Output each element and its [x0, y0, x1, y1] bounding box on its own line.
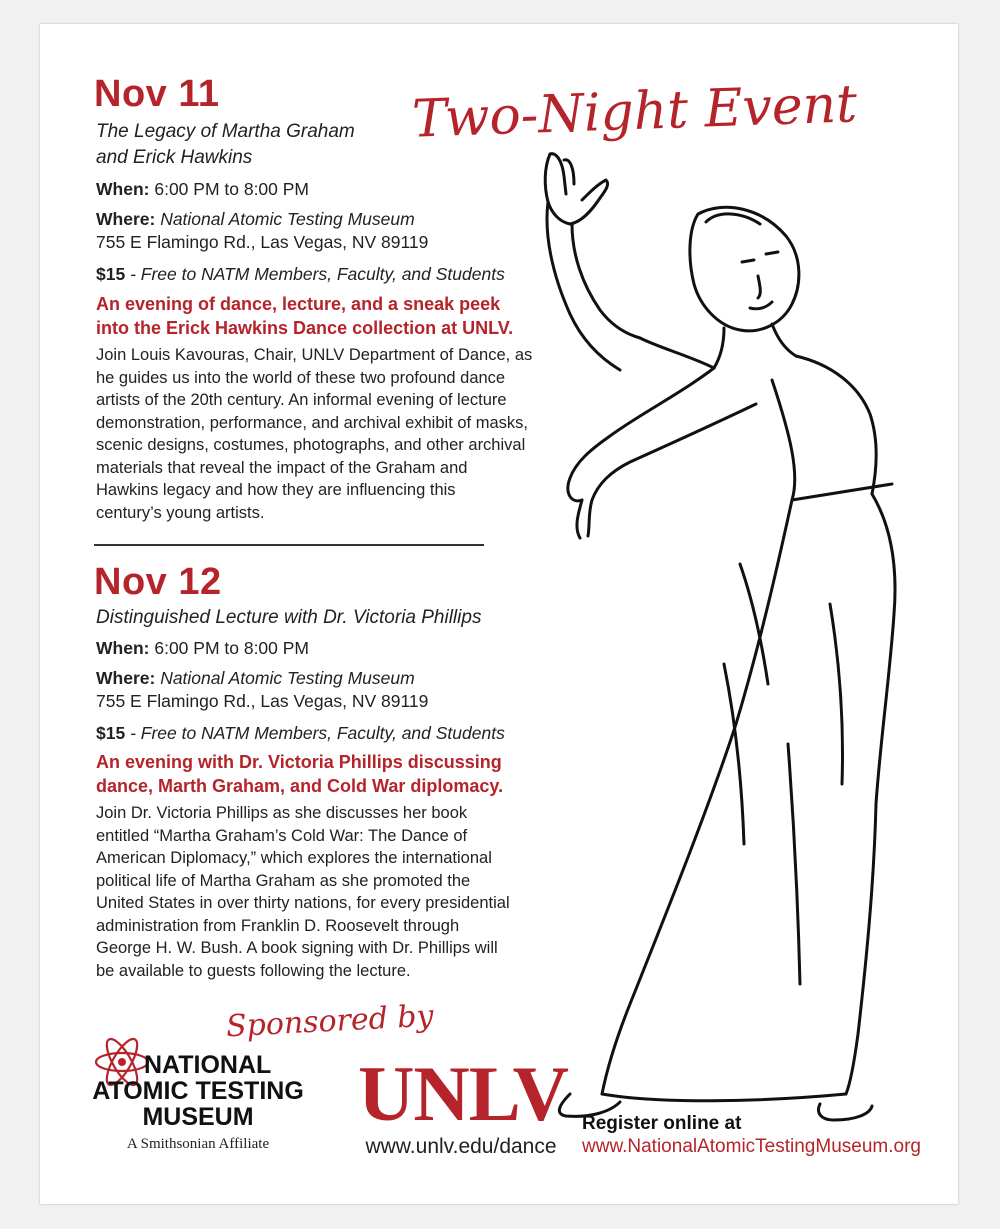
event2-description [96, 802, 536, 982]
event2-body-line: American Diplomacy,” which explores the international [96, 849, 492, 867]
event1-address: 755 E Flamingo Rd., Las Vegas, NV 89119 [96, 232, 429, 252]
natm-logo [88, 1028, 308, 1168]
event2-body-line: United States in over thirty nations, for every presidential [96, 894, 510, 912]
natm-line1: NATIONAL [144, 1051, 272, 1079]
event1-body-line: scenic designs, costumes, photographs, and other archival [96, 436, 526, 454]
section-divider [94, 544, 484, 546]
unlv-url[interactable]: www.unlv.edu/dance [365, 1135, 557, 1158]
event1-description [96, 344, 536, 524]
event1-body-line: artists of the 20th century. An informal evening of lecture [96, 391, 507, 409]
register-label: Register online at [582, 1113, 742, 1134]
event1-body-line: materials that reveal the impact of the Graham and [96, 458, 468, 477]
event1-body-line: demonstration, performance, and archival exhibit of masks, [96, 413, 528, 432]
event2-body-line: George H. W. Bush. A book signing with Dr. Phillips will [96, 939, 498, 957]
unlv-logo: UNLV [358, 1050, 568, 1137]
event2-where-label: Where: [96, 668, 156, 688]
event1-body-line: century’s young artists. [96, 503, 265, 522]
event1-when-label: When: [96, 179, 150, 199]
event1-price-value: $15 [96, 264, 126, 284]
natm-line2: ATOMIC TESTING [92, 1077, 304, 1105]
event2-body-line: political life of Martha Graham as she promoted the [96, 871, 471, 890]
event1-date: Nov 11 [94, 73, 220, 115]
event1-body-line: Join Louis Kavouras, Chair, UNLV Department of Dance, as [96, 346, 533, 364]
event1-where-label: Where: [96, 209, 156, 229]
event2-title-line1: Distinguished Lecture with Dr. Victoria Phillips [96, 607, 482, 628]
event1-title-line1: The Legacy of Martha Graham [96, 121, 355, 142]
event2-body-line: Join Dr. Victoria Phillips as she discusses her book [96, 804, 468, 822]
event1-lead-line1: An evening of dance, lecture, and a sneak peek [96, 294, 501, 314]
event2-when [96, 637, 309, 659]
event1-when [96, 178, 309, 200]
sponsored-by-label: Sponsored by [225, 998, 435, 1045]
natm-affiliate: A Smithsonian Affiliate [126, 1136, 270, 1152]
event2-body-line: administration from Franklin D. Roosevelt through [96, 916, 460, 935]
event1-price-note: - Free to NATM Members, Faculty, and Students [130, 264, 505, 284]
event2-date: Nov 12 [94, 561, 222, 603]
event2-price-value: $15 [96, 723, 126, 743]
event1-where [96, 208, 415, 230]
event1-title-line2: and Erick Hawkins [96, 147, 253, 168]
event1-price [96, 263, 505, 285]
event2-lead-line1: An evening with Dr. Victoria Phillips discussing [96, 752, 502, 772]
event2-price [96, 722, 505, 744]
event1-body-line: he guides us into the world of these two profound dance [96, 368, 506, 387]
event2-where-venue: National Atomic Testing Museum [160, 668, 415, 688]
flyer-page [40, 24, 958, 1204]
event2-lead-line2: dance, Marth Graham, and Cold War diplomacy. [96, 776, 504, 796]
event2-when-label: When: [96, 638, 150, 658]
event1-where-venue: National Atomic Testing Museum [160, 209, 415, 229]
event2-body-line: entitled “Martha Graham’s Cold War: The Dance of [96, 826, 468, 845]
register-url[interactable]: www.NationalAtomicTestingMuseum.org [582, 1136, 921, 1157]
event1-lead-line2: into the Erick Hawkins Dance collection at UNLV. [96, 318, 514, 338]
dancer-illustration [510, 144, 930, 1124]
natm-line3: MUSEUM [142, 1103, 254, 1131]
event2-where [96, 667, 415, 689]
event2-body-line: be available to guests following the lecture. [96, 961, 411, 980]
event2-when-value: 6:00 PM to 8:00 PM [154, 638, 310, 658]
two-night-event-title: Two-Night Event [411, 74, 858, 150]
event2-address: 755 E Flamingo Rd., Las Vegas, NV 89119 [96, 691, 429, 711]
event1-when-value: 6:00 PM to 8:00 PM [154, 179, 310, 199]
event2-price-note: - Free to NATM Members, Faculty, and Students [130, 723, 505, 743]
event1-body-line: Hawkins legacy and how they are influencing this [96, 481, 456, 499]
